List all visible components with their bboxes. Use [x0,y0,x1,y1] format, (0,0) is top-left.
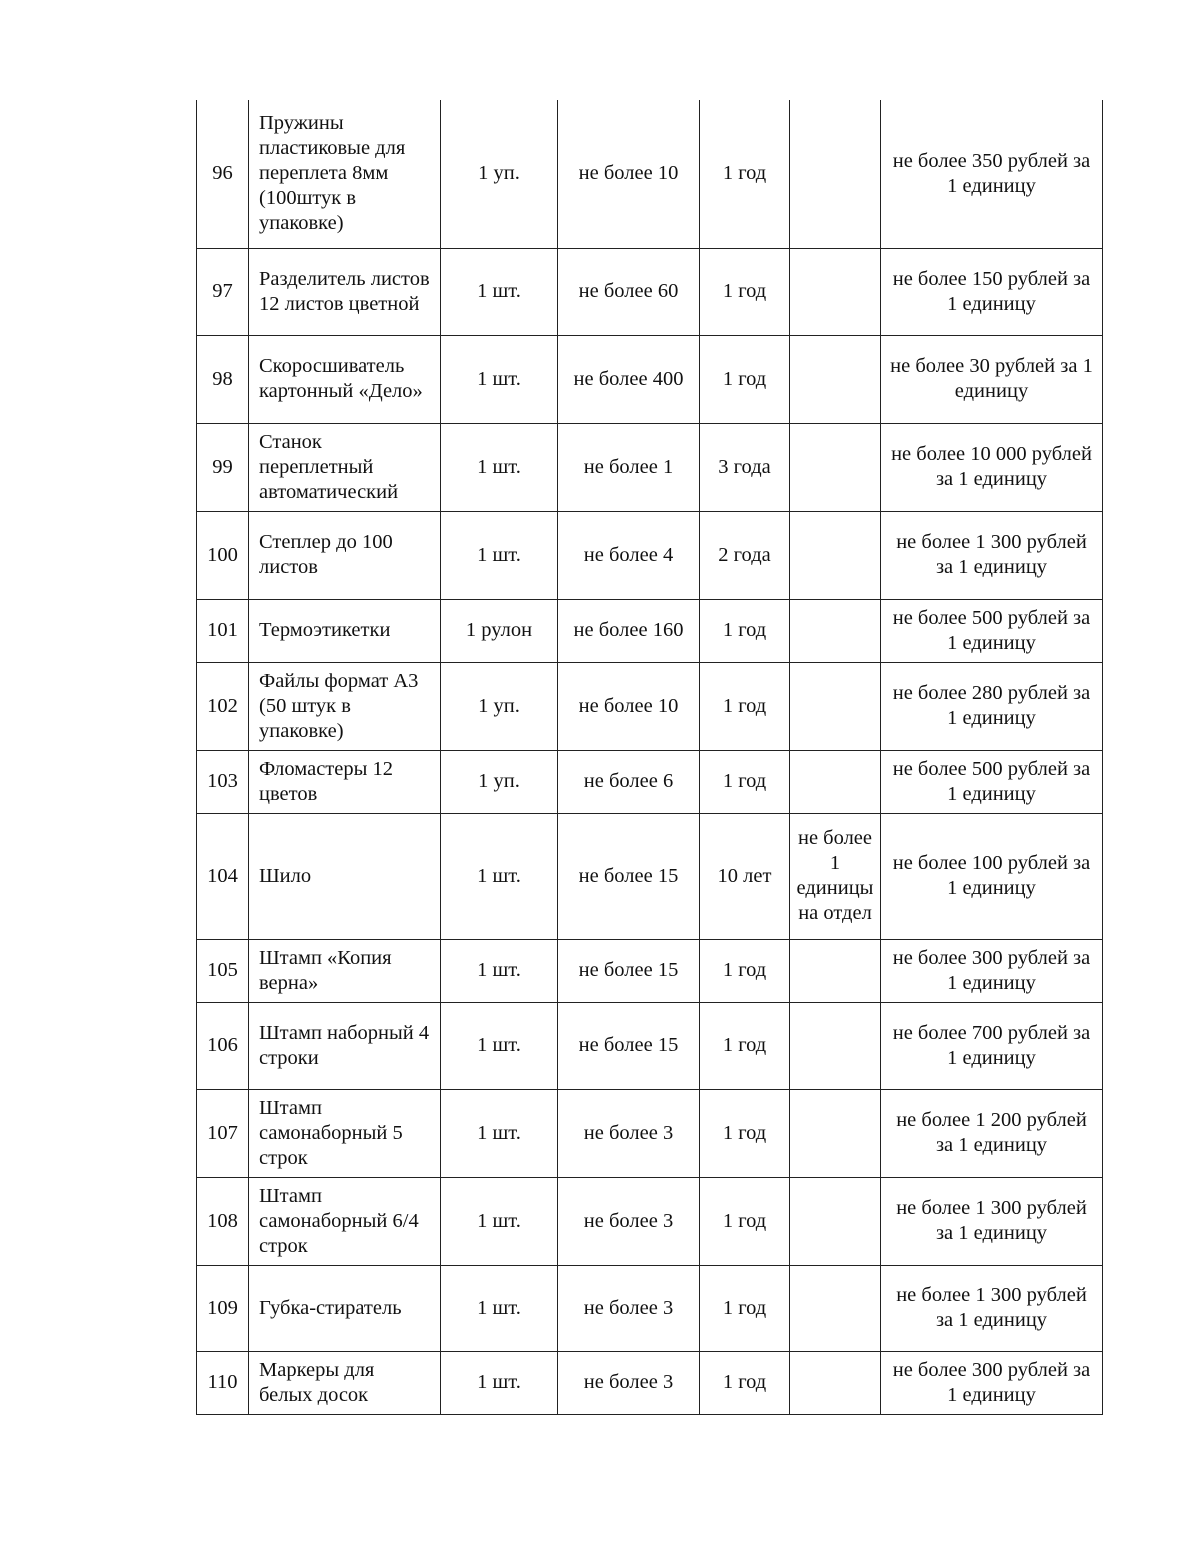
cell-item-name: Штамп наборный 4 строки [249,1002,441,1089]
cell-item-name: Степлер до 100 листов [249,511,441,599]
cell-unit: 1 шт. [441,1265,558,1351]
cell-note [790,599,881,662]
cell-price: не более 1 300 рублей за 1 единицу [881,1265,1103,1351]
cell-item-name: Штамп самонаборный 5 строк [249,1089,441,1177]
table-row [197,599,1103,662]
cell-price: не более 500 рублей за 1 единицу [881,750,1103,813]
cell-quantity: не более 3 [558,1089,700,1177]
cell-quantity: не более 3 [558,1351,700,1414]
cell-item-name: Шило [249,813,441,939]
table-row [197,335,1103,423]
cell-unit: 1 шт. [441,248,558,335]
cell-unit: 1 шт. [441,335,558,423]
cell-number: 96 [197,100,249,248]
cell-quantity: не более 1 [558,423,700,511]
cell-service-term: 1 год [700,1002,790,1089]
cell-price: не более 150 рублей за 1 единицу [881,248,1103,335]
cell-service-term: 3 года [700,423,790,511]
cell-note [790,511,881,599]
table-row [197,1002,1103,1089]
cell-note [790,1177,881,1265]
cell-service-term: 1 год [700,100,790,248]
cell-quantity: не более 400 [558,335,700,423]
cell-price: не более 300 рублей за 1 единицу [881,1351,1103,1414]
cell-service-term: 10 лет [700,813,790,939]
cell-price: не более 1 300 рублей за 1 единицу [881,1177,1103,1265]
cell-unit: 1 шт. [441,1177,558,1265]
cell-service-term: 1 год [700,1351,790,1414]
cell-quantity: не более 10 [558,662,700,750]
cell-quantity: не более 3 [558,1265,700,1351]
cell-number: 106 [197,1002,249,1089]
cell-note [790,662,881,750]
table-row [197,1265,1103,1351]
cell-service-term: 1 год [700,750,790,813]
cell-price: не более 350 рублей за 1 единицу [881,100,1103,248]
cell-note [790,750,881,813]
cell-quantity: не более 6 [558,750,700,813]
cell-item-name: Пружины пластиковые для переплета 8мм (100штук в упаковке) [249,100,441,248]
cell-quantity: не более 10 [558,100,700,248]
table-row [197,511,1103,599]
cell-item-name: Файлы формат А3 (50 штук в упаковке) [249,662,441,750]
cell-unit: 1 уп. [441,750,558,813]
cell-unit: 1 шт. [441,1351,558,1414]
cell-number: 100 [197,511,249,599]
table-row [197,1351,1103,1414]
cell-item-name: Фломастеры 12 цветов [249,750,441,813]
cell-unit: 1 уп. [441,100,558,248]
cell-service-term: 1 год [700,1177,790,1265]
table-row [197,1089,1103,1177]
table-row [197,813,1103,939]
cell-unit: 1 шт. [441,423,558,511]
cell-quantity: не более 15 [558,813,700,939]
cell-item-name: Разделитель листов 12 листов цветной [249,248,441,335]
cell-note [790,100,881,248]
cell-unit: 1 шт. [441,1002,558,1089]
cell-number: 110 [197,1351,249,1414]
cell-price: не более 1 300 рублей за 1 единицу [881,511,1103,599]
table-row [197,939,1103,1002]
cell-quantity: не более 4 [558,511,700,599]
cell-service-term: 1 год [700,1265,790,1351]
cell-unit: 1 шт. [441,813,558,939]
cell-service-term: 1 год [700,599,790,662]
cell-price: не более 30 рублей за 1 единицу [881,335,1103,423]
cell-item-name: Скоросшиватель картонный «Дело» [249,335,441,423]
cell-number: 101 [197,599,249,662]
cell-number: 108 [197,1177,249,1265]
cell-number: 109 [197,1265,249,1351]
cell-item-name: Станок переплетный автоматический [249,423,441,511]
cell-number: 97 [197,248,249,335]
table-row [197,248,1103,335]
cell-service-term: 1 год [700,335,790,423]
cell-unit: 1 шт. [441,939,558,1002]
table-row [197,100,1103,248]
cell-note [790,939,881,1002]
cell-number: 102 [197,662,249,750]
cell-price: не более 10 000 рублей за 1 единицу [881,423,1103,511]
table-row [197,662,1103,750]
cell-quantity: не более 15 [558,939,700,1002]
cell-number: 105 [197,939,249,1002]
cell-price: не более 700 рублей за 1 единицу [881,1002,1103,1089]
cell-item-name: Штамп «Копия верна» [249,939,441,1002]
cell-price: не более 300 рублей за 1 единицу [881,939,1103,1002]
cell-note [790,1002,881,1089]
supply-norms-table [196,100,1103,1415]
cell-number: 98 [197,335,249,423]
cell-number: 99 [197,423,249,511]
cell-service-term: 1 год [700,939,790,1002]
cell-quantity: не более 160 [558,599,700,662]
cell-price: не более 1 200 рублей за 1 единицу [881,1089,1103,1177]
cell-service-term: 2 года [700,511,790,599]
table-body [197,100,1103,1414]
table-row [197,750,1103,813]
table-row [197,423,1103,511]
cell-service-term: 1 год [700,662,790,750]
cell-note [790,423,881,511]
cell-quantity: не более 60 [558,248,700,335]
cell-note [790,335,881,423]
cell-unit: 1 шт. [441,511,558,599]
cell-quantity: не более 15 [558,1002,700,1089]
cell-price: не более 100 рублей за 1 единицу [881,813,1103,939]
cell-item-name: Губка-стиратель [249,1265,441,1351]
cell-price: не более 500 рублей за 1 единицу [881,599,1103,662]
cell-number: 107 [197,1089,249,1177]
cell-unit: 1 уп. [441,662,558,750]
cell-note [790,1265,881,1351]
cell-number: 104 [197,813,249,939]
cell-note [790,248,881,335]
cell-price: не более 280 рублей за 1 единицу [881,662,1103,750]
table-row [197,1177,1103,1265]
cell-unit: 1 шт. [441,1089,558,1177]
cell-item-name: Термоэтикетки [249,599,441,662]
cell-quantity: не более 3 [558,1177,700,1265]
cell-note [790,1089,881,1177]
cell-number: 103 [197,750,249,813]
cell-note: не более 1 единицы на отдел [790,813,881,939]
cell-item-name: Штамп самонаборный 6/4 строк [249,1177,441,1265]
cell-unit: 1 рулон [441,599,558,662]
cell-service-term: 1 год [700,248,790,335]
cell-note [790,1351,881,1414]
cell-item-name: Маркеры для белых досок [249,1351,441,1414]
cell-service-term: 1 год [700,1089,790,1177]
